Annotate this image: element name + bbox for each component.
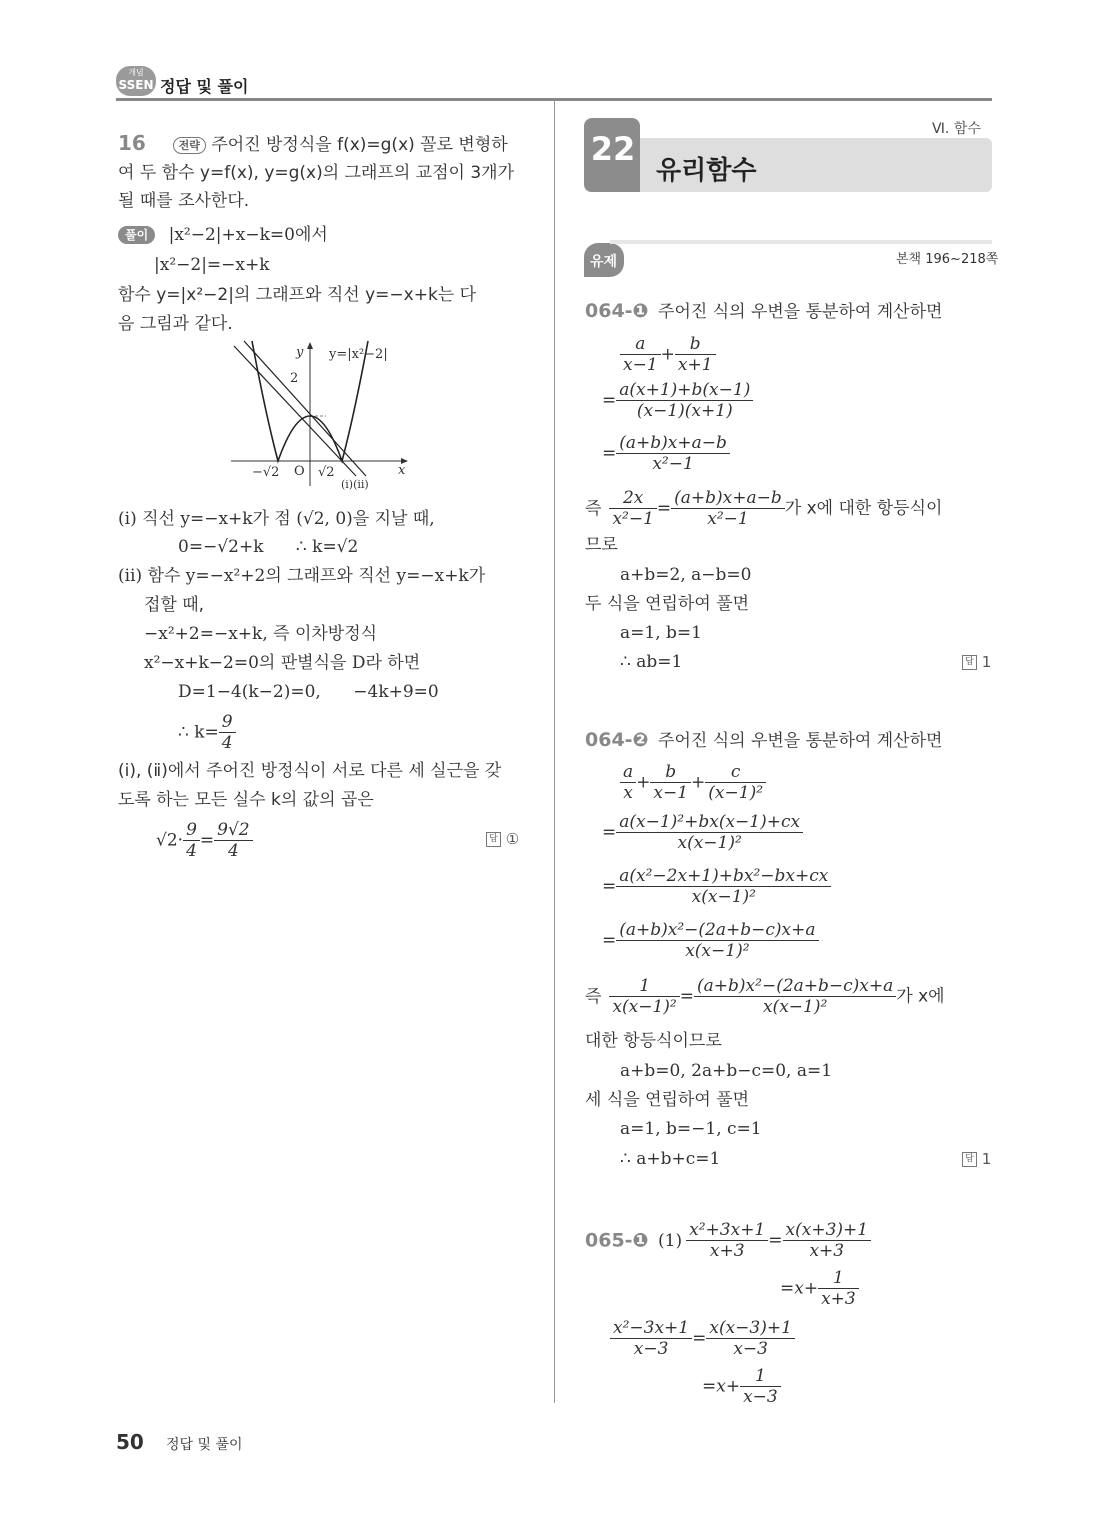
result-prefix: =x+ [780, 1278, 819, 1299]
solution-line-1 [118, 224, 328, 246]
answer-value: 1 [981, 1150, 992, 1168]
step-frac [616, 812, 803, 853]
final-frac-1 [183, 820, 200, 861]
frac-numerator: x²+3x+1 [686, 1220, 768, 1241]
frac-numerator: (a+b)x²−(2a+b−c)x+a [616, 920, 818, 941]
jeuk-word: 즉 [585, 986, 602, 1007]
frac-numerator: (a+b)x²−(2a+b−c)x+a [694, 976, 896, 997]
equals-sign: = [602, 930, 617, 951]
frac-b [650, 762, 691, 803]
frac-numerator: 9 [183, 820, 200, 841]
frac-denominator: x+3 [821, 1289, 856, 1309]
final-eq: = [199, 830, 215, 851]
frac-numerator: x²−3x+1 [610, 1318, 692, 1339]
brand-logo-name: SSEN [118, 78, 154, 92]
k-value-fraction [219, 712, 236, 753]
frac-b [675, 334, 716, 375]
frac-denominator: 4 [227, 841, 239, 861]
identity-tail: 가 x에 대한 항등식이 [784, 498, 943, 519]
p064-1-intro [585, 300, 942, 323]
solution-badge: 풀이 [118, 226, 155, 244]
answer-value: ① [505, 830, 520, 848]
answer-icon: 답 [486, 832, 501, 847]
p065-1-line-4 [702, 1366, 781, 1407]
frac-denominator: (x−1)² [708, 783, 764, 803]
practice-rule [610, 240, 992, 244]
solution-text-2: |x²−2|=−x+k [154, 255, 270, 275]
frac-numerator: x(x−3)+1 [706, 1318, 795, 1339]
result-frac [818, 1268, 859, 1309]
tick-2-label: 2 [290, 371, 299, 386]
answer-icon: 답 [962, 655, 977, 670]
p064-1-expr [620, 334, 716, 375]
p064-2-solve: 세 식을 연립하여 풀면 [585, 1090, 750, 1110]
frac-denominator: x(x−1)² [685, 941, 750, 961]
case-2-line-5: D=1−4(k−2)=0, −4k+9=0 [178, 682, 439, 702]
frac-a [620, 334, 661, 375]
frac-numerator: 9 [219, 712, 236, 733]
frac-denominator: x+3 [809, 1241, 845, 1261]
p064-2-step-3 [602, 920, 819, 961]
frac-numerator: a(x²−2x+1)+bx²−bx+cx [616, 866, 831, 887]
equals-sign: = [602, 822, 617, 843]
footer-page-number: 50 [116, 1430, 144, 1454]
curve-label: y=|x²−2| [329, 347, 388, 362]
frac-denominator: x−3 [733, 1339, 768, 1359]
p064-2-equations: a+b=0, 2a+b−c=0, a=1 [620, 1061, 833, 1081]
p064-2-intro [585, 729, 942, 752]
origin-label: O [294, 464, 305, 479]
p064-2-result: a=1, b=−1, c=1 [620, 1119, 762, 1139]
frac-denominator: x(x−1)² [691, 887, 756, 907]
step-frac [616, 920, 818, 961]
problem-intro: 주어진 식의 우변을 통분하여 계산하면 [658, 302, 943, 322]
answer-16 [486, 830, 519, 848]
p064-1-identity [585, 488, 942, 529]
result-frac [740, 1366, 781, 1407]
answer-064-2 [962, 1150, 991, 1168]
function-graph [226, 336, 426, 492]
frac-numerator: 1 [609, 976, 679, 997]
conclusion-line-1: (ⅰ), (ⅱ)에서 주어진 방정식이 서로 다른 세 실근을 갖 [118, 761, 502, 781]
page-reference: 본책 196~218쪽 [896, 252, 999, 267]
brand-logo-top: 개념 [128, 68, 144, 77]
frac-denominator: x²−1 [707, 509, 749, 529]
frac-denominator: x+3 [709, 1241, 745, 1261]
frac-denominator: x(x−1)² [762, 997, 828, 1017]
frac-denominator: x+1 [677, 355, 713, 375]
frac-numerator: x(x+3)+1 [783, 1220, 872, 1241]
case-1-line-1: (ⅰ) 직선 y=−x+k가 점 (√2, 0)을 지날 때, [118, 509, 435, 529]
case-2-line-3: −x²+2=−x+k, 즉 이차방정식 [144, 624, 378, 644]
p064-1-step-1 [602, 380, 753, 421]
strategy-text-1: 주어진 방정식을 f(x)=g(x) 꼴로 변형하 [211, 135, 508, 155]
frac-a [620, 762, 636, 803]
problem-number: 16 [118, 131, 146, 155]
frac-denominator: 4 [221, 733, 233, 753]
p064-2-step-2 [602, 866, 831, 907]
solution-text-4: 음 그림과 같다. [118, 314, 233, 334]
k-value-prefix: ∴ k= [178, 722, 219, 743]
problem-intro: 주어진 식의 우변을 통분하여 계산하면 [658, 731, 943, 751]
solution-text-3: 함수 y=|x²−2|의 그래프와 직선 y=−x+k는 다 [118, 285, 477, 305]
right-frac [706, 1318, 795, 1359]
frac-numerator: (a+b)x+a−b [616, 433, 730, 454]
frac-c [705, 762, 766, 803]
footer-text: 정답 및 풀이 [166, 1437, 243, 1453]
strategy-text-2: 여 두 함수 y=f(x), y=g(x)의 그래프의 교점이 3개가 [118, 163, 514, 183]
strategy-text-3: 될 때를 조사한다. [118, 191, 250, 211]
frac-denominator: x−1 [623, 355, 658, 375]
section-number: 22 [590, 130, 636, 168]
case-labels: (ⅰ)(ⅱ) [341, 478, 369, 491]
frac-numerator: 9√2 [214, 820, 252, 841]
p064-2-tail-2: 대한 항등식이므로 [585, 1031, 722, 1051]
frac-numerator: a(x−1)²+bx(x−1)+cx [616, 812, 803, 833]
frac-denominator: x−1 [653, 783, 689, 803]
plus-sign: + [636, 772, 651, 793]
problem-label: 064-❶ [585, 300, 649, 322]
left-frac [686, 1220, 768, 1261]
case-2-line-1: (ⅱ) 함수 y=−x²+2의 그래프와 직선 y=−x+k가 [118, 566, 486, 586]
frac-numerator: a [620, 762, 636, 783]
right-frac [694, 976, 896, 1017]
result-prefix: =x+ [702, 1376, 741, 1397]
frac-denominator: x [623, 783, 633, 803]
x-axis-label: x [398, 463, 406, 478]
column-divider [554, 101, 555, 1403]
step-frac [616, 433, 730, 474]
final-frac-2 [214, 820, 252, 861]
frac-numerator: a [620, 334, 661, 355]
p064-2-expr [620, 762, 766, 803]
part-label: (1) [658, 1230, 683, 1251]
jeuk-word: 즉 [585, 498, 602, 519]
pos-root-label: √2 [318, 465, 335, 480]
y-axis-label: y [296, 345, 304, 360]
brand-logo [116, 66, 156, 96]
p065-1-line-2 [780, 1268, 859, 1309]
left-frac [610, 1318, 692, 1359]
frac-numerator: a(x+1)+b(x−1) [616, 380, 753, 401]
step-frac [616, 380, 753, 421]
p064-1-final: ∴ ab=1 [620, 652, 683, 672]
frac-numerator: c [705, 762, 766, 783]
p064-2-final: ∴ a+b+c=1 [620, 1149, 721, 1169]
p065-1-line-1 [585, 1220, 871, 1261]
case-2-line-2: 접할 때, [144, 595, 205, 615]
frac-numerator: b [675, 334, 716, 355]
frac-denominator: x−3 [633, 1339, 669, 1359]
plus-sign: + [660, 344, 675, 365]
equals-sign: = [602, 876, 617, 897]
equals-sign: = [768, 1230, 783, 1251]
frac-numerator: 2x [609, 488, 656, 509]
y-axis-arrow [307, 342, 313, 349]
frac-denominator: x−3 [743, 1387, 778, 1407]
answer-icon: 답 [962, 1152, 977, 1167]
p064-1-tail-2: 므로 [585, 535, 618, 555]
equals-sign: = [692, 1328, 707, 1349]
frac-numerator: 1 [818, 1268, 859, 1289]
step-frac [616, 866, 831, 907]
right-frac [783, 1220, 872, 1261]
equals-sign: = [602, 390, 617, 411]
frac-denominator: 4 [186, 841, 197, 861]
practice-label: 유제 [590, 254, 618, 270]
section-title: 유리함수 [656, 156, 757, 186]
equals-sign: = [602, 443, 617, 464]
strategy-badge: 전략 [173, 137, 206, 154]
frac-denominator: x(x−1)² [612, 997, 677, 1017]
p064-1-equations: a+b=2, a−b=0 [620, 565, 752, 585]
right-frac [671, 488, 785, 529]
final-pre: √2· [156, 830, 184, 851]
plus-sign: + [691, 772, 706, 793]
identity-tail: 가 x에 [896, 986, 945, 1007]
left-frac [609, 488, 656, 529]
left-frac [609, 976, 679, 1017]
header-title: 정답 및 풀이 [160, 77, 249, 96]
p064-2-identity [585, 976, 945, 1017]
answer-value: 1 [981, 653, 992, 671]
problem-16-strategy-line-1 [118, 132, 508, 156]
frac-numerator: (a+b)x+a−b [671, 488, 785, 509]
case-1-line-2: 0=−√2+k ∴ k=√2 [178, 537, 359, 557]
p064-1-step-2 [602, 433, 730, 474]
solution-text-1: |x²−2|+x−k=0에서 [168, 225, 328, 245]
frac-denominator: x²−1 [612, 509, 654, 529]
chapter-label: Ⅵ. 함수 [932, 121, 981, 137]
case-2-line-6 [178, 712, 236, 753]
case-2-line-4: x²−x+k−2=0의 판별식을 D라 하면 [144, 653, 421, 673]
p064-2-step-1 [602, 812, 803, 853]
frac-denominator: x(x−1)² [677, 833, 742, 853]
problem-label: 064-❷ [585, 729, 649, 751]
equals-sign: = [656, 498, 672, 519]
equals-sign: = [679, 986, 695, 1007]
neg-root-label: −√2 [252, 465, 280, 480]
p065-1-line-3 [610, 1318, 795, 1359]
frac-denominator: (x−1)(x+1) [636, 401, 733, 421]
problem-label: 065-❶ [585, 1229, 649, 1252]
conclusion-line-2: 도록 하는 모든 실수 k의 값의 곱은 [118, 790, 374, 810]
answer-064-1 [962, 653, 991, 671]
p064-1-result: a=1, b=1 [620, 623, 702, 643]
p064-1-solve: 두 식을 연립하여 풀면 [585, 594, 750, 614]
line-case-1 [234, 346, 356, 476]
section-banner [584, 138, 992, 192]
frac-denominator: x²−1 [652, 454, 694, 474]
frac-numerator: 1 [740, 1366, 781, 1387]
final-product [156, 820, 253, 861]
frac-numerator: b [650, 762, 691, 783]
